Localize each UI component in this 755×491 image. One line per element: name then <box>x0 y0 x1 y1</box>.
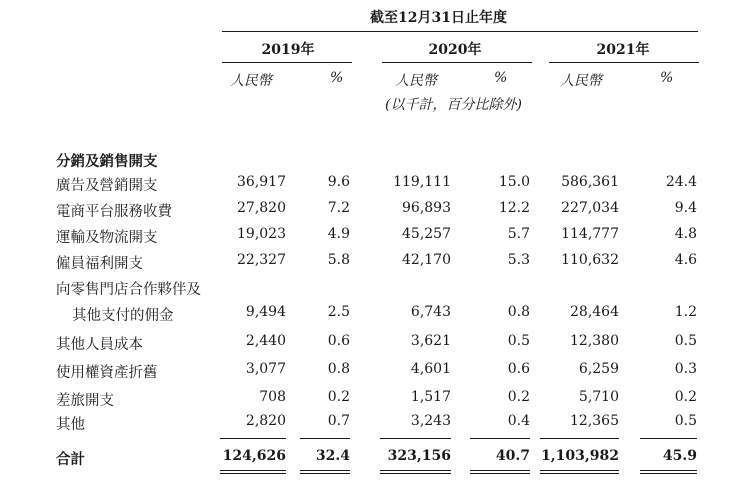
currency-2021: 人民幣 <box>560 73 602 89</box>
total-double-rule-2020-percent-b <box>470 473 530 474</box>
total-top-rule-2020-percent <box>470 438 530 439</box>
total-double-rule-2021-percent-b <box>640 473 697 474</box>
year-2019-underline <box>222 62 352 63</box>
total-value-2020: 323,156 <box>387 448 451 464</box>
total-double-rule-2021-value-a <box>540 470 619 471</box>
value-2019: 2,440 <box>245 333 286 349</box>
percent-2019: 0.6 <box>327 333 350 349</box>
value-2021: 12,365 <box>570 413 619 429</box>
percent-2020: % <box>494 70 508 86</box>
value-2020: 4,601 <box>410 361 451 377</box>
percent-2019: 5.8 <box>327 252 350 268</box>
total-double-rule-2020-value-b <box>380 473 451 474</box>
value-2019: 22,327 <box>237 252 286 268</box>
value-2021: 110,632 <box>561 252 619 268</box>
percent-2019: 0.7 <box>327 413 350 429</box>
total-top-rule-2021-percent <box>640 438 697 439</box>
total-value-2019: 124,626 <box>222 448 286 464</box>
currency-2019: 人民幣 <box>230 73 272 89</box>
total-top-rule-2019-value <box>220 438 286 439</box>
total-top-rule-2020-value <box>380 438 451 439</box>
unit-note: (以千計，百分比除外) <box>385 97 522 113</box>
row-label: 運輸及物流開支 <box>56 230 158 246</box>
total-double-rule-2020-value-a <box>380 470 451 471</box>
percent-2020: 0.6 <box>507 361 530 377</box>
total-double-rule-2020-percent-a <box>470 470 530 471</box>
percent-2020: 15.0 <box>498 174 530 190</box>
year-2020-underline <box>382 62 532 63</box>
percent-2021: 0.3 <box>674 361 697 377</box>
total-double-rule-2019-value-a <box>220 470 286 471</box>
value-2020: 3,243 <box>410 413 451 429</box>
currency-2020: 人民幣 <box>395 73 437 89</box>
year-2020-header: 2020年 <box>428 42 482 58</box>
percent-2019: 0.2 <box>327 389 350 405</box>
year-2019-header: 2019年 <box>261 42 315 58</box>
percent-2021: 0.2 <box>674 389 697 405</box>
percent-2019: % <box>330 70 344 86</box>
row-label: 向零售門店合作夥伴及 <box>56 282 201 298</box>
value-2020: 45,257 <box>402 226 451 242</box>
value-2019: 2,820 <box>245 413 286 429</box>
total-percent-2021: 45.9 <box>662 448 697 464</box>
total-percent-2019: 32.4 <box>315 448 350 464</box>
value-2019: 9,494 <box>245 304 286 320</box>
value-2020: 119,111 <box>393 174 451 190</box>
value-2020: 6,743 <box>410 304 451 320</box>
percent-2021: 4.8 <box>674 226 697 242</box>
percent-2019: 9.6 <box>327 174 350 190</box>
row-label: 電商平台服務收費 <box>56 204 172 220</box>
value-2021: 114,777 <box>561 226 619 242</box>
percent-2021: 1.2 <box>674 304 697 320</box>
total-label: 合計 <box>56 451 85 468</box>
value-2019: 36,917 <box>237 174 286 190</box>
total-double-rule-2021-value-b <box>540 473 619 474</box>
row-label: 差旅開支 <box>56 393 114 409</box>
value-2021: 5,710 <box>578 389 619 405</box>
row-label: 其他 <box>56 417 85 433</box>
value-2021: 6,259 <box>578 361 619 377</box>
year-2021-underline <box>549 62 699 63</box>
percent-2020: 5.3 <box>507 252 530 268</box>
percent-2020: 0.5 <box>507 333 530 349</box>
row-label: 其他人員成本 <box>56 337 143 353</box>
total-top-rule-2019-percent <box>300 438 350 439</box>
value-2020: 42,170 <box>402 252 451 268</box>
total-double-rule-2019-value-b <box>220 473 286 474</box>
percent-2019: 7.2 <box>327 200 350 216</box>
total-double-rule-2021-percent-a <box>640 470 697 471</box>
value-2020: 1,517 <box>410 389 451 405</box>
percent-2019: 4.9 <box>327 226 350 242</box>
value-2019: 27,820 <box>237 200 286 216</box>
value-2019: 708 <box>259 389 286 405</box>
percent-2020: 5.7 <box>507 226 530 242</box>
period-underline <box>222 31 698 32</box>
percent-2021: 9.4 <box>674 200 697 216</box>
value-2021: 586,361 <box>561 174 619 190</box>
percent-2021: 24.4 <box>665 174 697 190</box>
value-2021: 12,380 <box>570 333 619 349</box>
percent-2020: 12.2 <box>498 200 530 216</box>
percent-2020: 0.2 <box>507 389 530 405</box>
percent-2019: 2.5 <box>327 304 350 320</box>
total-percent-2020: 40.7 <box>495 448 530 464</box>
value-2019: 19,023 <box>237 226 286 242</box>
total-double-rule-2019-percent-a <box>300 470 350 471</box>
percent-2019: 0.8 <box>327 361 350 377</box>
year-2021-header: 2021年 <box>596 42 650 58</box>
row-label: 使用權資產折舊 <box>56 365 158 381</box>
value-2021: 28,464 <box>570 304 619 320</box>
value-2019: 3,077 <box>245 361 286 377</box>
section-title: 分銷及銷售開支 <box>56 153 158 170</box>
percent-2021: 0.5 <box>674 333 697 349</box>
value-2020: 96,893 <box>402 200 451 216</box>
percent-2020: 0.4 <box>507 413 530 429</box>
total-value-2021: 1,103,982 <box>541 448 619 464</box>
percent-2020: 0.8 <box>507 304 530 320</box>
value-2021: 227,034 <box>561 200 619 216</box>
percent-2021: 4.6 <box>674 252 697 268</box>
percent-2021: 0.5 <box>674 413 697 429</box>
row-label: 廣告及營銷開支 <box>56 178 158 194</box>
period-title: 截至12月31日止年度 <box>370 10 507 26</box>
total-top-rule-2021-value <box>540 438 619 439</box>
value-2020: 3,621 <box>410 333 451 349</box>
row-label: 僱員福利開支 <box>56 256 143 272</box>
total-double-rule-2019-percent-b <box>300 473 350 474</box>
percent-2021: % <box>660 70 674 86</box>
row-label-continuation: 其他支付的佣金 <box>72 308 174 324</box>
